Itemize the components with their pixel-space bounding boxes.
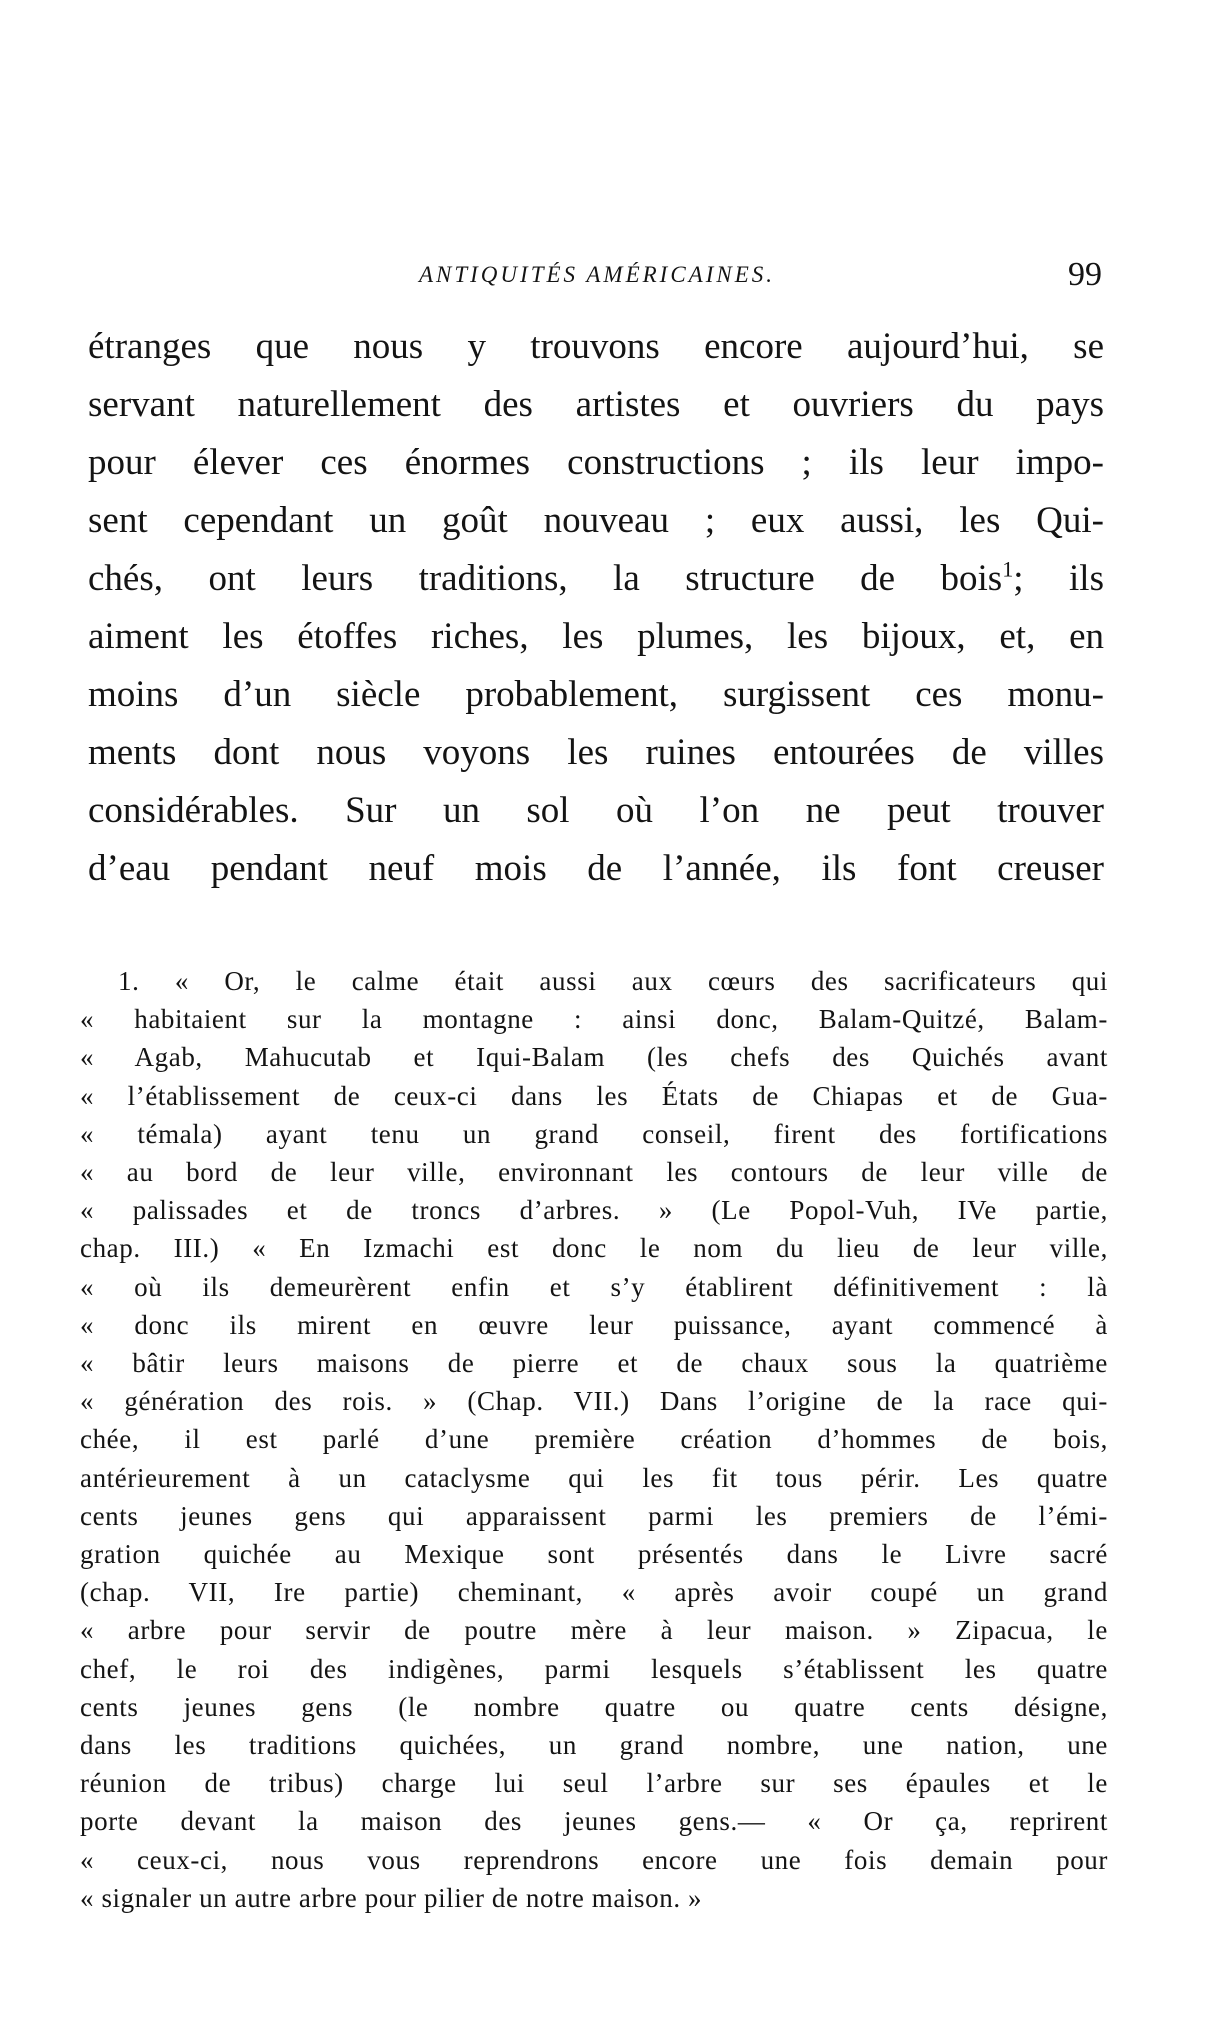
footnote-line: « témala) ayant tenu un grand conseil, firent des fortifications — [80, 1118, 1108, 1149]
footnote-line: « palissades et de troncs d’arbres. » (Le Popol-Vuh, IVe partie, — [80, 1195, 1108, 1226]
footnote-line: « ceux-ci, nous vous reprendrons encore une fois demain pour — [80, 1844, 1108, 1875]
footnote-line: chap. III.) « En Izmachi est donc le nom du lieu de leur ville, — [80, 1233, 1108, 1264]
text-line: pour élever ces énormes constructions ; ils leur impo- — [88, 442, 1104, 483]
footnote-line: « habitaient sur la montagne : ainsi donc, Balam-Quitzé, Balam- — [80, 1004, 1108, 1035]
text-line-with-footnote — [88, 550, 1104, 608]
footnote-line: « bâtir leurs maisons de pierre et de chaux sous la quatrième — [80, 1348, 1108, 1379]
footnote-line: « génération des rois. » (Chap. VII.) Dans l’origine de la race qui- — [80, 1386, 1108, 1417]
footnote-line: (chap. VII, Ire partie) cheminant, « après avoir coupé un grand — [80, 1577, 1108, 1608]
footnote-line: cents jeunes gens (le nombre quatre ou quatre cents désigne, — [80, 1691, 1108, 1722]
text-line: considérables. Sur un sol où l’on ne peut trouver — [88, 790, 1104, 831]
footnote-line: gration quichée au Mexique sont présentés dans le Livre sacré — [80, 1539, 1108, 1570]
main-text — [88, 318, 1104, 898]
footnote-line: chef, le roi des indigènes, parmi lesquels s’établissent les quatre — [80, 1653, 1108, 1684]
footnote-line: porte devant la maison des jeunes gens.— « Or ça, reprirent — [80, 1806, 1108, 1837]
page-number: 99 — [1068, 256, 1102, 293]
text-line: servant naturellement des artistes et ouvriers du pays — [88, 384, 1104, 425]
text-line-start: chés, ont leurs traditions, la structure de bois — [88, 558, 1003, 599]
text-line: sent cependant un goût nouveau ; eux aussi, les Qui- — [88, 500, 1104, 541]
footnote-reference: 1 — [1002, 556, 1014, 582]
footnote-line: 1. « Or, le calme était aussi aux cœurs des sacrificateurs qui — [118, 966, 1108, 996]
footnote-line: « donc ils mirent en œuvre leur puissance, ayant commencé à — [80, 1309, 1108, 1340]
footnote-line: cents jeunes gens qui apparaissent parmi les premiers de l’émi- — [80, 1500, 1108, 1531]
footnote-line: « Agab, Mahucutab et Iqui-Balam (les chefs des Quichés avant — [80, 1042, 1108, 1073]
page-header — [92, 256, 1102, 302]
footnote-line: « arbre pour servir de poutre mère à leur maison. » Zipacua, le — [80, 1615, 1108, 1646]
footnote-line: chée, il est parlé d’une première création d’hommes de bois, — [80, 1424, 1108, 1455]
footnote — [80, 962, 1108, 1917]
footnote-line: « où ils demeurèrent enfin et s’y établirent définitivement : là — [80, 1271, 1108, 1302]
text-line: moins d’un siècle probablement, surgissent ces monu- — [88, 674, 1104, 715]
running-title: ANTIQUITÉS AMÉRICAINES. — [418, 262, 776, 287]
footnote-line: réunion de tribus) charge lui seul l’arbre sur ses épaules et le — [80, 1768, 1108, 1799]
footnote-line: « signaler un autre arbre pour pilier de notre maison. » — [80, 1882, 703, 1913]
text-line: aiment les étoffes riches, les plumes, les bijoux, et, en — [88, 616, 1104, 657]
footnote-line: « au bord de leur ville, environnant les contours de leur ville de — [80, 1157, 1108, 1188]
text-line: étranges que nous y trouvons encore aujourd’hui, se — [88, 326, 1104, 367]
footnote-line: antérieurement à un cataclysme qui les fit tous périr. Les quatre — [80, 1462, 1108, 1493]
text-line-tail: ; ils — [1013, 558, 1104, 599]
text-line: ments dont nous voyons les ruines entourées de villes — [88, 732, 1104, 773]
text-line: d’eau pendant neuf mois de l’année, ils font creuser — [88, 848, 1104, 889]
footnote-line: « l’établissement de ceux-ci dans les États de Chiapas et de Gua- — [80, 1080, 1108, 1111]
footnote-line: dans les traditions quichées, un grand nombre, une nation, une — [80, 1730, 1108, 1761]
